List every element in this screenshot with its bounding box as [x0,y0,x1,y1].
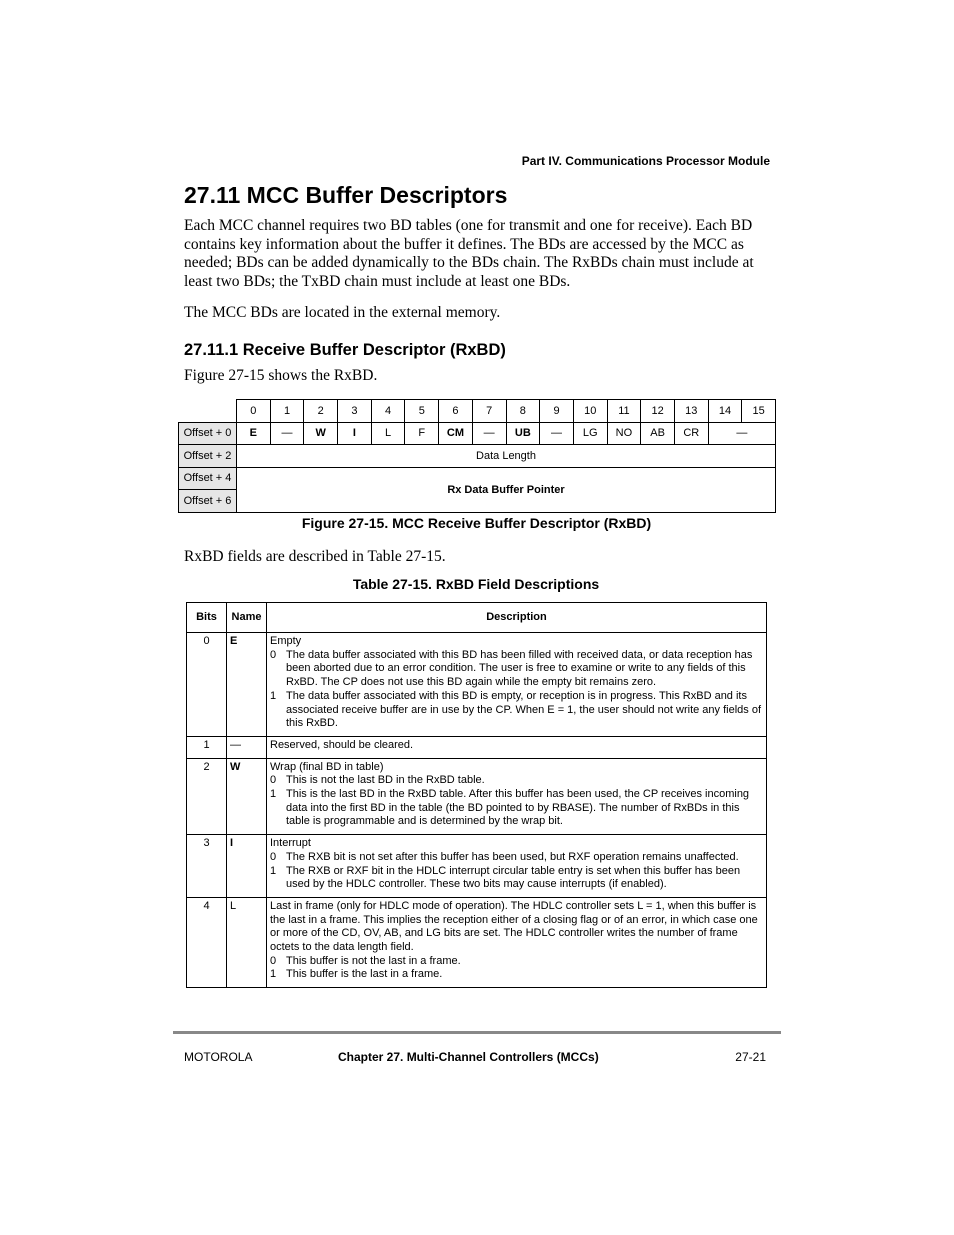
description-title: Last in frame (only for HDLC mode of operation). The HDLC controller sets L = 1, when this buffer is the last in a frame. This implies the reception either of a closing flag or of an error, in which case one or more of the CD, OV, AB, and LG bits are set. The HDLC controller writes the number of frame octets to the data length field. [270,899,758,954]
name-cell: L [227,897,267,987]
table-header-row [187,603,767,633]
field-no: NO [607,422,641,445]
field-e: E [237,422,271,445]
table-row [187,835,767,898]
column-header-bits: Bits [187,603,227,633]
offset-label: Offset + 6 [179,490,237,513]
bit-number: 9 [540,400,574,423]
table-row [187,633,767,737]
footer-publisher: MOTOROLA [184,1050,253,1064]
field-reserved: — [472,422,506,445]
field-cm: CM [439,422,473,445]
option-text: The RXB or RXF bit in the HDLC interrupt circular table entry is set when this buffer has been used by the HDLC controller. These two bits may cause interrupts (if enabled). [286,864,741,891]
name-cell: — [227,736,267,758]
option-text: This buffer is the last in a frame. [286,968,443,981]
bit-number: 11 [607,400,641,423]
option-text: This is the last BD in the RxBD table. After this buffer has been used, the CP receives incoming data into the first BD in the table (the BD pointed to by RBASE). The number of RxBDs in this table is programmable and is determined by the wrap bit. [286,788,750,828]
description-option [270,774,763,788]
field-cr: CR [674,422,708,445]
description-title: Reserved, should be cleared. [270,738,414,751]
table-caption: Table 27-15. RxBD Field Descriptions [352,576,600,592]
bit-number: 7 [472,400,506,423]
description-option [270,851,763,865]
section-title: 27.11 MCC Buffer Descriptors [184,182,508,208]
rxbd-field-table [186,602,767,988]
field-data-length: Data Length [237,445,776,468]
bits-cell: 4 [187,897,227,987]
bit-number: 15 [742,400,776,423]
field-i: I [338,422,372,445]
option-key: 1 [270,788,277,801]
figure-caption: Figure 27-15. MCC Receive Buffer Descriptor (RxBD) [301,515,652,531]
description-title: Empty [270,635,302,647]
field-f: F [405,422,439,445]
name-cell: E [227,633,267,737]
field-reserved: — [270,422,304,445]
footer-page-number: 27-21 [735,1050,766,1064]
description-option [270,690,763,731]
footer-chapter: Chapter 27. Multi-Channel Controllers (MCCs) [338,1050,599,1064]
description-cell [267,897,767,987]
option-key: 1 [270,968,277,981]
offset-label: Offset + 0 [179,422,237,445]
bit-number: 4 [371,400,405,423]
description-option [270,955,763,969]
option-text: The data buffer associated with this BD is empty, or reception is in progress. This RxBD and its associated receive buffer are in use by the CP. When E = 1, the user should not write any fields of this RxBD. [286,689,762,730]
field-ab: AB [641,422,675,445]
description-option [270,968,763,982]
name-cell: W [227,758,267,835]
option-text: The data buffer associated with this BD has been filled with received data, or data reception has been aborted due to an error condition. The user is free to examine or write to any fields of this RxBD. The CP does not use this BD again while the empty bit remains zero. [286,648,753,689]
description-option [270,788,763,829]
name-cell: I [227,835,267,898]
field-reserved: — [540,422,574,445]
bit-number-row [179,400,776,423]
offset-4-row [179,467,776,490]
option-text: The RXB bit is not set after this buffer has been used, but RXF operation remains unaffected. [286,850,739,863]
bit-number: 10 [573,400,607,423]
field-ub: UB [506,422,540,445]
option-text: This buffer is not the last in a frame. [286,954,461,967]
bit-number: 13 [674,400,708,423]
column-header-name: Name [227,603,267,633]
offset-0-row [179,422,776,445]
bits-cell: 0 [187,633,227,737]
rxbd-register-figure [178,399,776,513]
footer-rule [173,1031,781,1034]
description-cell [267,736,767,758]
table-reference-paragraph: RxBD fields are described in Table 27-15. [184,548,446,565]
field-rx-data-buffer-pointer: Rx Data Buffer Pointer [237,467,776,512]
description-title: Interrupt [270,837,311,850]
bit-number: 5 [405,400,439,423]
option-key: 0 [270,774,277,787]
table-row [187,758,767,835]
bit-number: 6 [439,400,473,423]
bit-number: 12 [641,400,675,423]
bits-cell: 3 [187,835,227,898]
subsection-title: 27.11.1 Receive Buffer Descriptor (RxBD) [184,341,506,359]
description-title: Wrap (final BD in table) [270,760,384,773]
option-key: 1 [270,689,277,702]
corner-cell [179,400,237,423]
description-cell [267,758,767,835]
option-key: 1 [270,864,277,877]
table-row [187,736,767,758]
description-cell [267,633,767,737]
option-key: 0 [270,648,277,661]
table-row [187,897,767,987]
bits-cell: 1 [187,736,227,758]
option-key: 0 [270,850,277,863]
offset-label: Offset + 2 [179,445,237,468]
field-reserved: — [708,422,775,445]
location-paragraph: The MCC BDs are located in the external memory. [184,304,501,321]
running-header: Part IV. Communications Processor Module [521,154,770,168]
bits-cell: 2 [187,758,227,835]
offset-label: Offset + 4 [179,467,237,490]
field-lg: LG [573,422,607,445]
bit-number: 1 [270,400,304,423]
description-option [270,865,763,892]
bit-number: 0 [237,400,271,423]
bit-number: 2 [304,400,338,423]
intro-paragraph: Each MCC channel requires two BD tables (one for transmit and one for receive). Each BD contains key information about the buffer it defines. The BDs are accessed by the MCC as needed; BDs can be added dynamically to the BDs chain. The RxBDs chain must include at least two BDs; the TxBD chain must include at least one BDs. [184,217,754,290]
offset-2-row [179,445,776,468]
description-cell [267,835,767,898]
bit-number: 8 [506,400,540,423]
option-key: 0 [270,954,277,967]
field-w: W [304,422,338,445]
figure-reference-paragraph: Figure 27-15 shows the RxBD. [184,367,378,384]
bit-number: 3 [338,400,372,423]
bit-number: 14 [708,400,742,423]
field-l: L [371,422,405,445]
option-text: This is not the last BD in the RxBD table. [286,774,485,787]
column-header-description: Description [267,603,767,633]
description-option [270,649,763,690]
